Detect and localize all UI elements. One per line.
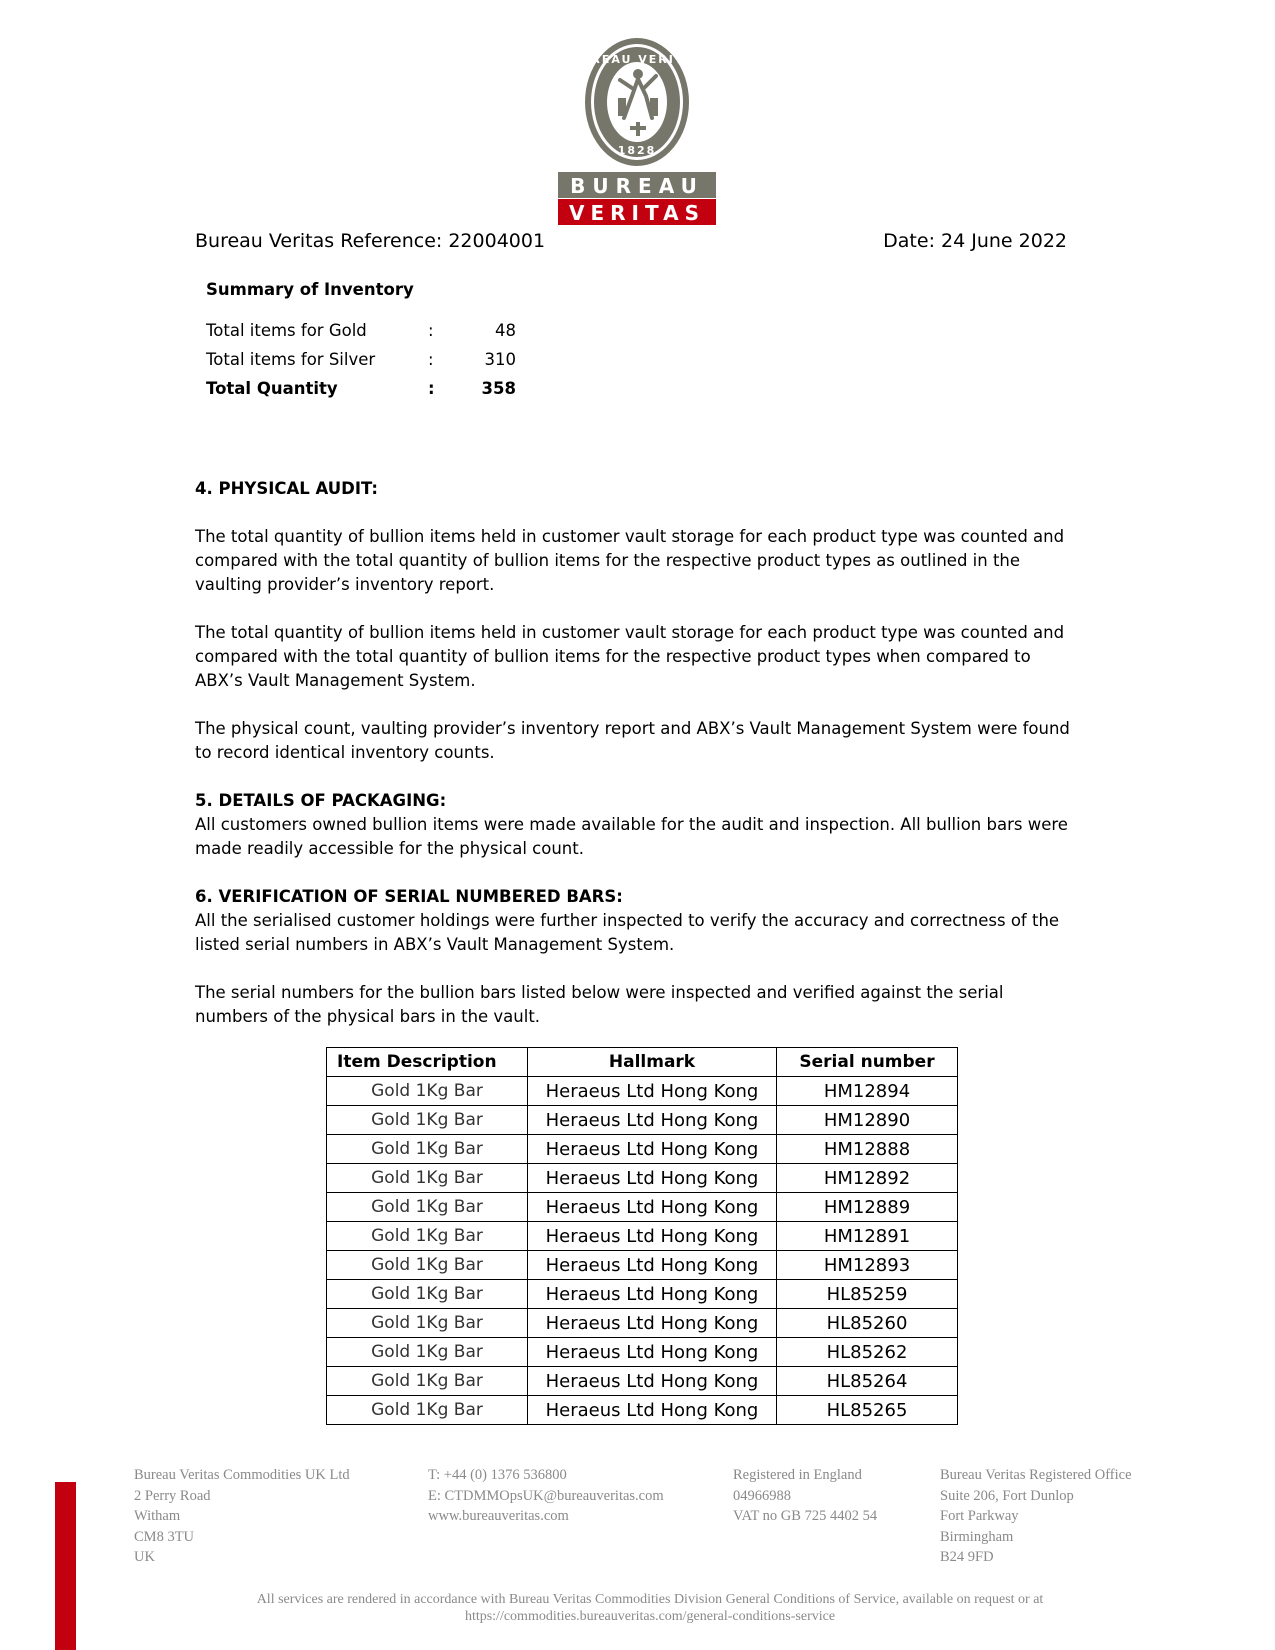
table-cell: Gold 1Kg Bar <box>327 1164 528 1193</box>
table-row <box>327 1193 958 1222</box>
table-cell: Heraeus Ltd Hong Kong <box>528 1193 777 1222</box>
paragraph: The serial numbers for the bullion bars listed below were inspected and verified against the serial numbers of the physical bars in the vault. <box>195 983 1004 1026</box>
section-heading-physical-audit: 4. PHYSICAL AUDIT: <box>195 479 378 498</box>
summary-colon: : <box>428 350 434 369</box>
reference-date-line <box>195 230 1067 256</box>
table-cell: Heraeus Ltd Hong Kong <box>528 1106 777 1135</box>
footer-line: 2 Perry Road <box>134 1487 211 1504</box>
paragraph: The physical count, vaulting provider’s inventory report and ABX’s Vault Management System were found to record identical inventory counts. <box>195 719 1070 762</box>
footer-line: Fort Parkway <box>940 1508 1019 1524</box>
table-row <box>327 1280 958 1309</box>
table-cell: HL85262 <box>777 1338 958 1367</box>
paragraph: The total quantity of bullion items held in customer vault storage for each product type was counted and compared with the total quantity of bullion items for the respective product types when compared to ABX’s Vault Management System. <box>195 623 1065 690</box>
column-header: Hallmark <box>528 1048 777 1077</box>
table-cell: Gold 1Kg Bar <box>327 1135 528 1164</box>
table-cell: HM12890 <box>777 1106 958 1135</box>
table-row <box>327 1309 958 1338</box>
table-cell: Heraeus Ltd Hong Kong <box>528 1251 777 1280</box>
table-cell: HL85265 <box>777 1396 958 1425</box>
footer-line: CM8 3TU <box>134 1528 195 1545</box>
paragraph: All the serialised customer holdings were further inspected to verify the accuracy and correctness of the listed serial numbers in ABX’s Vault Management System. <box>195 911 1060 954</box>
footer-website-link[interactable]: www.bureauveritas.com <box>428 1508 569 1524</box>
table-cell: Heraeus Ltd Hong Kong <box>528 1077 777 1106</box>
terms-line: All services are rendered in accordance with Bureau Veritas Commodities Division General Conditions of Service, available on request or at <box>256 1592 1044 1607</box>
table-cell: HM12888 <box>777 1135 958 1164</box>
summary-row-silver <box>206 350 526 379</box>
table-cell: Gold 1Kg Bar <box>327 1251 528 1280</box>
table-row <box>327 1106 958 1135</box>
table-cell: Heraeus Ltd Hong Kong <box>528 1309 777 1338</box>
table-row <box>327 1164 958 1193</box>
summary-label: Total Quantity <box>206 379 338 398</box>
table-cell: Gold 1Kg Bar <box>327 1338 528 1367</box>
summary-value: 48 <box>495 321 516 340</box>
summary-title: Summary of Inventory <box>206 280 414 299</box>
table-cell: Gold 1Kg Bar <box>327 1367 528 1396</box>
footer-line: Birmingham <box>940 1528 1014 1545</box>
bureau-veritas-logo <box>558 36 716 229</box>
summary-label: Total items for Gold <box>206 321 367 340</box>
table-cell: Gold 1Kg Bar <box>327 1106 528 1135</box>
footer-line: Registered in England <box>733 1467 862 1483</box>
section-heading-packaging: 5. DETAILS OF PACKAGING: <box>195 791 447 810</box>
footer-contact <box>428 1465 664 1527</box>
table-row <box>327 1135 958 1164</box>
section-heading-verification: 6. VERIFICATION OF SERIAL NUMBERED BARS: <box>195 887 623 906</box>
summary-label: Total items for Silver <box>206 350 376 369</box>
svg-text:BUREAU: BUREAU <box>570 174 704 198</box>
footer-line: VAT no GB 725 4402 54 <box>733 1508 878 1524</box>
table-cell: HM12894 <box>777 1077 958 1106</box>
summary-value: 358 <box>481 379 516 398</box>
summary-row-gold <box>206 321 526 350</box>
footer-line: Bureau Veritas Registered Office <box>940 1467 1132 1483</box>
summary-row-total <box>206 379 526 408</box>
table-cell: Gold 1Kg Bar <box>327 1222 528 1251</box>
table-cell: Gold 1Kg Bar <box>327 1396 528 1425</box>
inventory-summary <box>206 280 526 408</box>
footer-company-address <box>134 1465 350 1568</box>
footer-line: 04966988 <box>733 1487 791 1504</box>
terms-link[interactable]: https://commodities.bureauveritas.com/general-conditions-service <box>464 1609 836 1624</box>
table-row <box>327 1396 958 1425</box>
table-cell: Heraeus Ltd Hong Kong <box>528 1338 777 1367</box>
footer-email-link[interactable]: E: CTDMMOpsUK@bureauveritas.com <box>428 1487 664 1504</box>
table-row <box>327 1251 958 1280</box>
footer-registration <box>733 1465 877 1527</box>
footer-line: UK <box>134 1549 155 1565</box>
svg-text:VERITAS: VERITAS <box>569 201 705 225</box>
reference-number: Bureau Veritas Reference: 22004001 <box>195 230 546 252</box>
paragraph: The total quantity of bullion items held in customer vault storage for each product type was counted and compared with the total quantity of bullion items for the respective product types as outlined in the vaulting provider’s inventory report. <box>195 527 1065 594</box>
paragraph: All customers owned bullion items were made available for the audit and inspection. All bullion bars were made readily accessible for the physical count. <box>195 815 1068 858</box>
footer-accent-bar <box>55 1482 76 1650</box>
table-cell: Gold 1Kg Bar <box>327 1077 528 1106</box>
table-cell: Gold 1Kg Bar <box>327 1193 528 1222</box>
document-date: Date: 24 June 2022 <box>883 230 1067 252</box>
table-cell: Heraeus Ltd Hong Kong <box>528 1164 777 1193</box>
bureau-veritas-seal-icon <box>558 36 716 229</box>
table-cell: HM12889 <box>777 1193 958 1222</box>
table-cell: HL85259 <box>777 1280 958 1309</box>
table-cell: Heraeus Ltd Hong Kong <box>528 1222 777 1251</box>
table-cell: Heraeus Ltd Hong Kong <box>528 1135 777 1164</box>
summary-colon: : <box>428 379 435 398</box>
table-cell: HL85264 <box>777 1367 958 1396</box>
terms-of-service-note <box>150 1591 1150 1625</box>
footer-line: Suite 206, Fort Dunlop <box>940 1487 1074 1504</box>
table-cell: Heraeus Ltd Hong Kong <box>528 1396 777 1425</box>
footer-line: B24 9FD <box>940 1549 994 1565</box>
serial-number-table <box>326 1047 958 1425</box>
svg-text:1828: 1828 <box>617 144 657 157</box>
svg-text:BUREAU VERITAS: BUREAU VERITAS <box>570 53 704 66</box>
column-header: Item Description <box>327 1048 528 1077</box>
table-cell: Gold 1Kg Bar <box>327 1280 528 1309</box>
table-header-row <box>327 1048 958 1077</box>
table-cell: HM12893 <box>777 1251 958 1280</box>
table-row <box>327 1367 958 1396</box>
footer-line: Witham <box>134 1508 181 1524</box>
summary-colon: : <box>428 321 434 340</box>
table-row <box>327 1222 958 1251</box>
footer-registered-office <box>940 1465 1132 1568</box>
summary-value: 310 <box>484 350 516 369</box>
footer-phone: T: +44 (0) 1376 536800 <box>428 1467 567 1483</box>
table-cell: HM12892 <box>777 1164 958 1193</box>
footer-line: Bureau Veritas Commodities UK Ltd <box>134 1467 350 1483</box>
report-body <box>195 477 1075 1053</box>
table-cell: Gold 1Kg Bar <box>327 1309 528 1338</box>
table-cell: Heraeus Ltd Hong Kong <box>528 1367 777 1396</box>
table-cell: HM12891 <box>777 1222 958 1251</box>
table-row <box>327 1338 958 1367</box>
table-row <box>327 1077 958 1106</box>
column-header: Serial number <box>777 1048 958 1077</box>
table-cell: Heraeus Ltd Hong Kong <box>528 1280 777 1309</box>
table-cell: HL85260 <box>777 1309 958 1338</box>
